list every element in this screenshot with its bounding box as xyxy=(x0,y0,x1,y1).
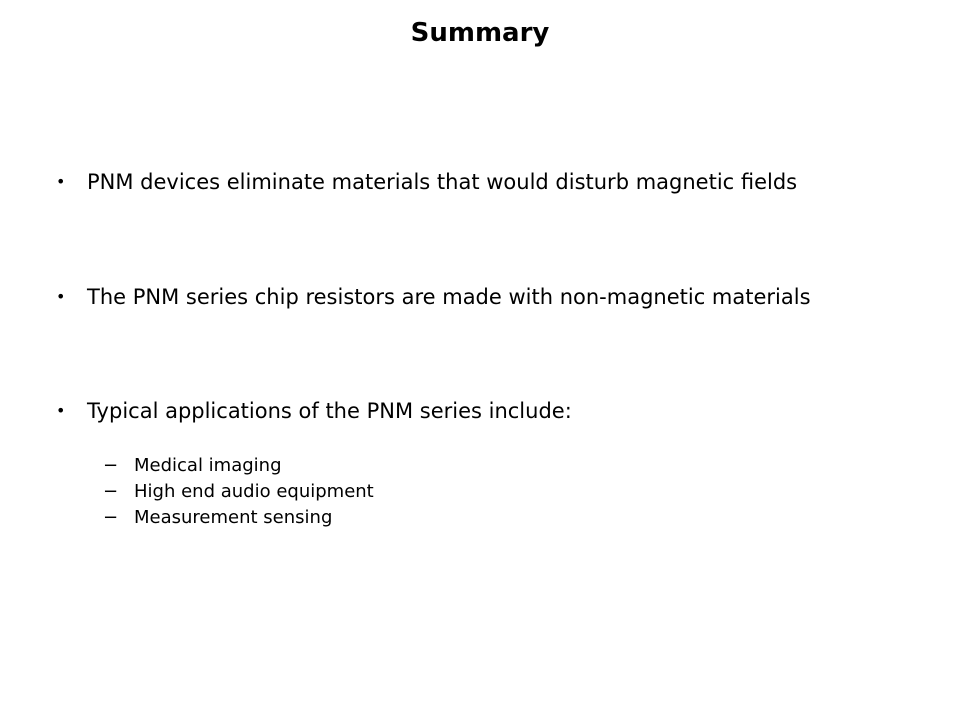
sub-bullet-text: High end audio equipment xyxy=(134,481,374,502)
bullet-marker: • xyxy=(56,401,66,420)
sub-bullet-text: Medical imaging xyxy=(134,455,282,476)
sub-bullet-text: Measurement sensing xyxy=(134,507,333,528)
bullet-text: Typical applications of the PNM series include: xyxy=(87,399,572,423)
bullet-marker: • xyxy=(56,287,66,306)
sub-bullet-marker: − xyxy=(103,481,119,502)
sub-bullet-marker: − xyxy=(103,455,119,476)
bullet-marker: • xyxy=(56,172,66,191)
sub-bullet-marker: − xyxy=(103,507,119,528)
bullet-text: PNM devices eliminate materials that would disturb magnetic fields xyxy=(87,170,798,194)
slide-title: Summary xyxy=(410,18,550,48)
bullet-text: The PNM series chip resistors are made with non-magnetic materials xyxy=(87,285,811,309)
